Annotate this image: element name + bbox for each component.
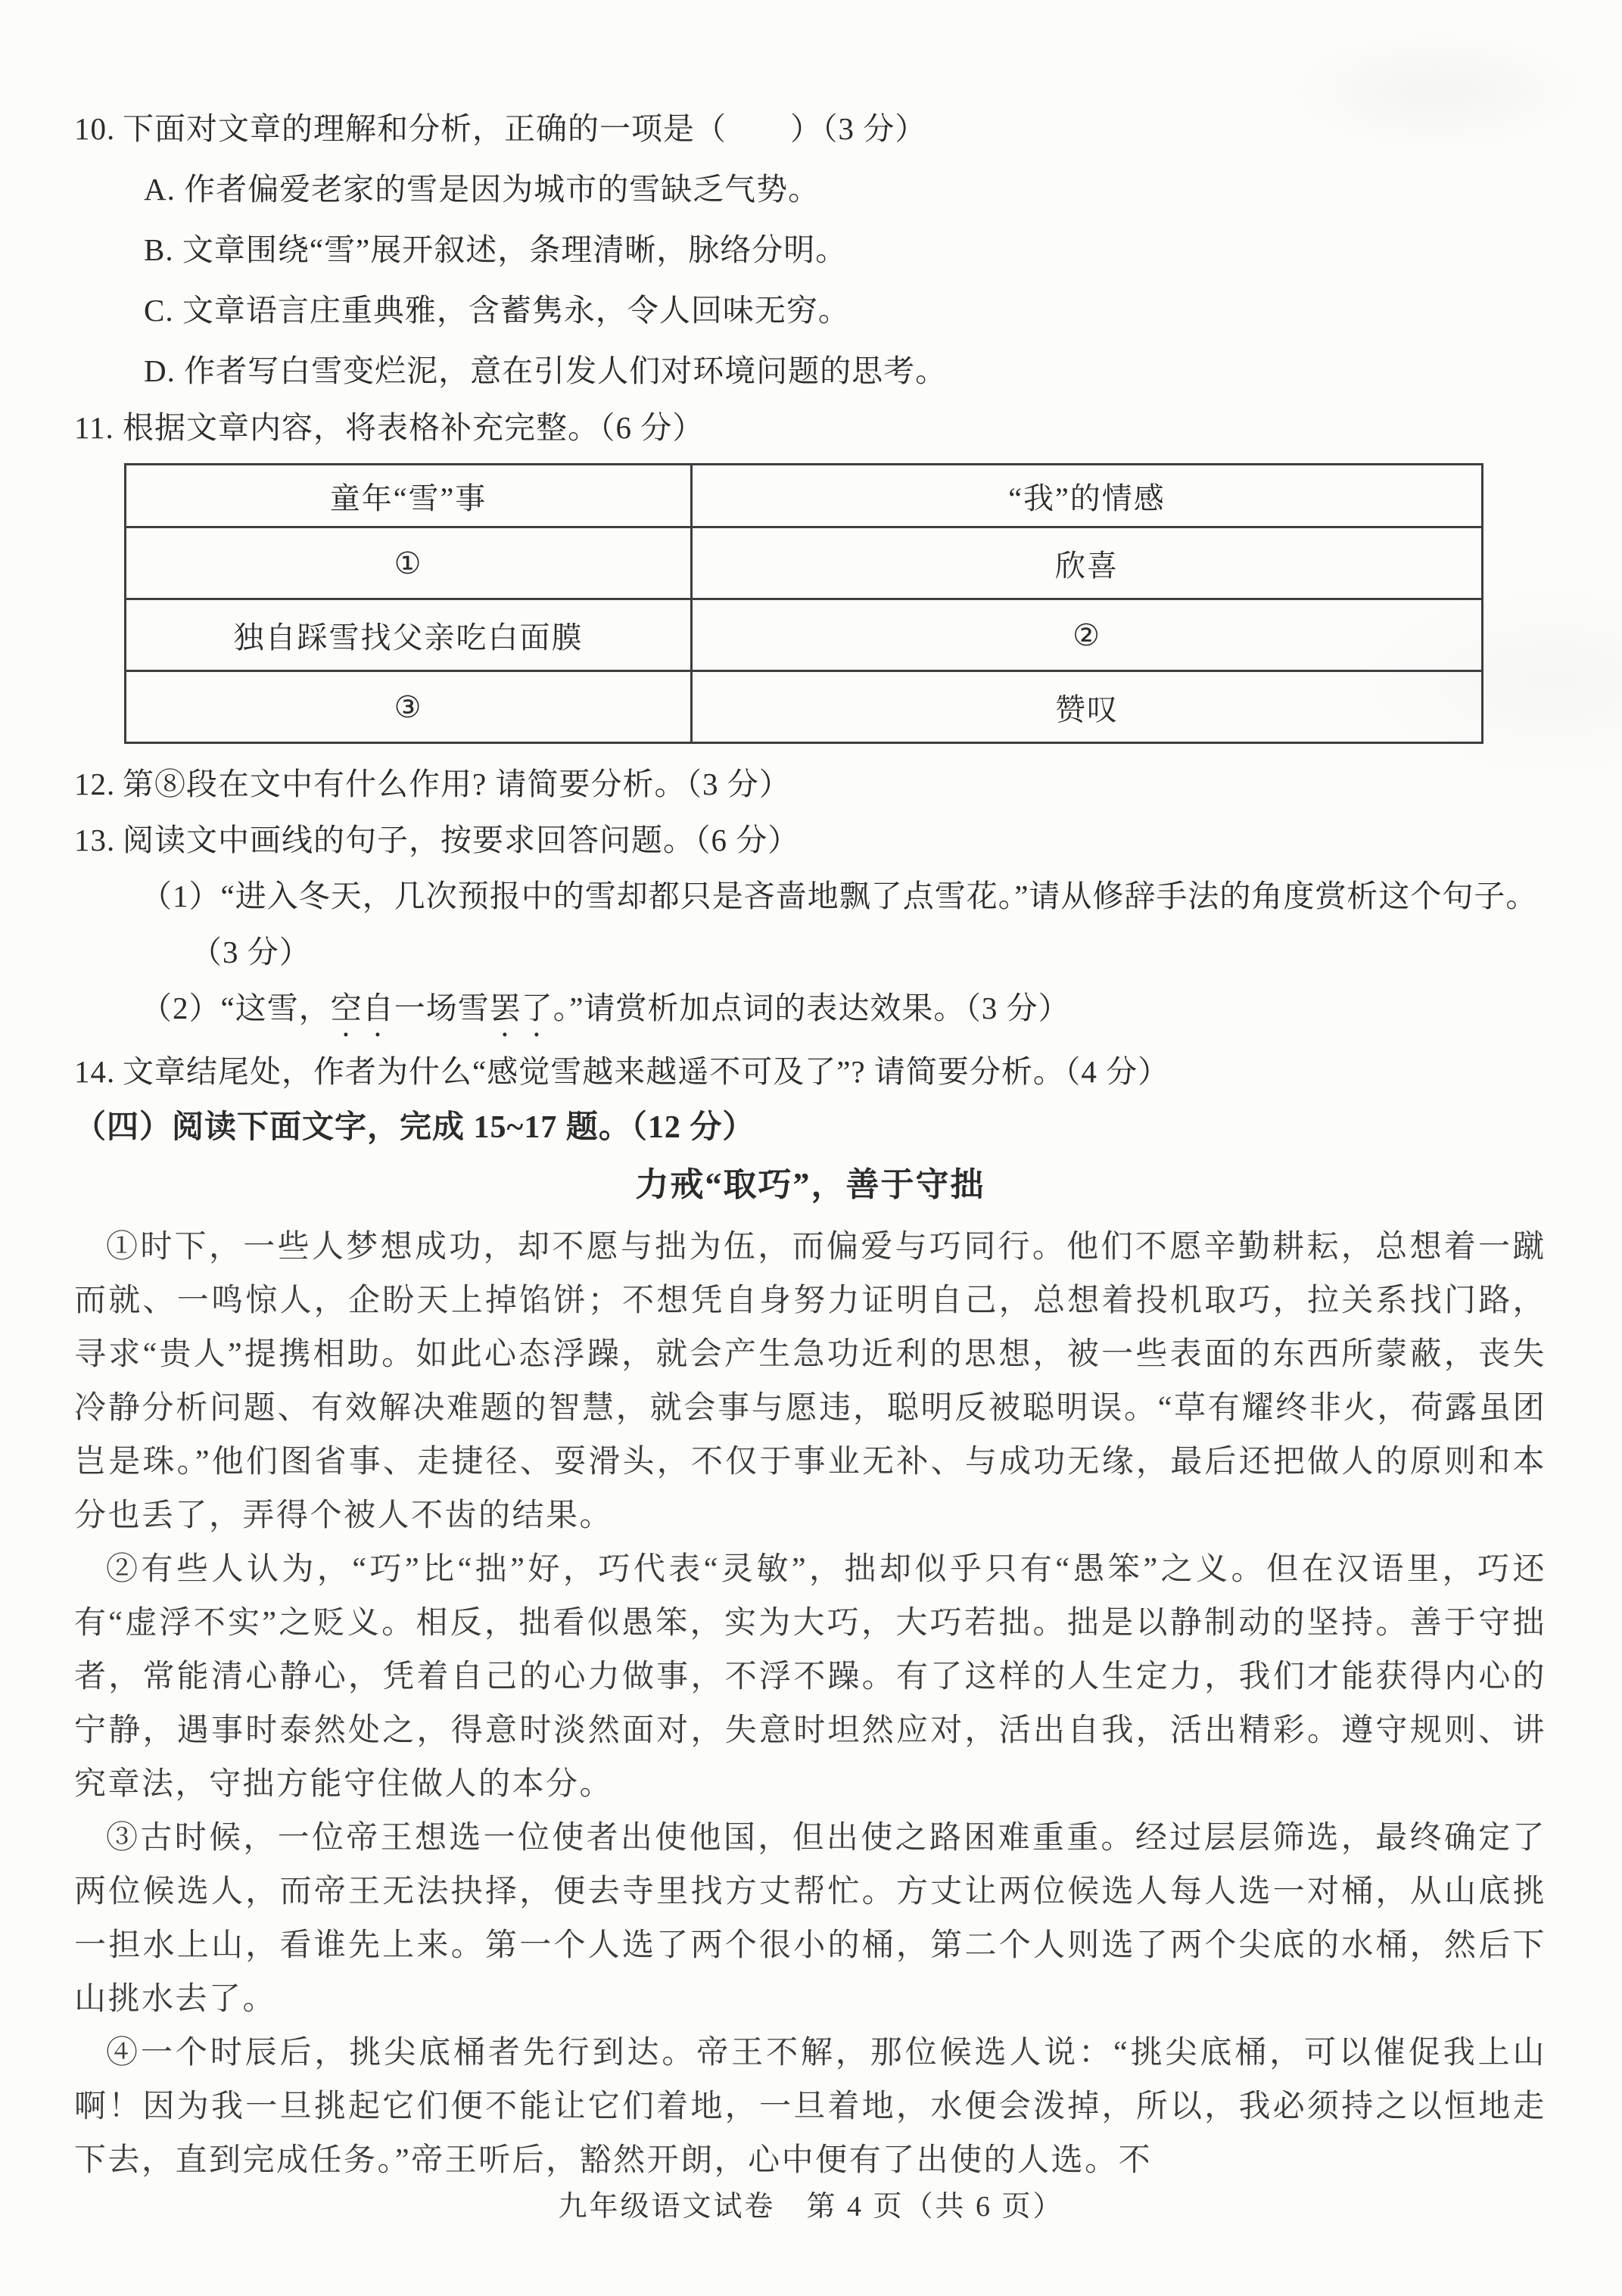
page-footer: 九年级语文试卷 第 4 页（共 6 页） <box>558 2191 1064 2223</box>
q13-sub2-emphasized-word: 罢了 <box>489 991 553 1025</box>
q13-sub2-pre: （2）“这雪， <box>141 991 331 1025</box>
q13-sub2-post: 。”请赏析加点词的表达效果。（3 分） <box>553 991 1070 1025</box>
question-11 <box>74 401 1546 454</box>
question-12 <box>74 756 1546 812</box>
q11-table-cell: ① <box>126 527 692 599</box>
question-10-option-d: D. 作者写白雪变烂泥，意在引发人们对环境问题的思考。 <box>144 353 948 388</box>
q11-table-row <box>126 599 1483 671</box>
q11-table-cell: ③ <box>126 671 692 743</box>
question-13-stem: 阅读文中画线的句子，按要求回答问题。（6 分） <box>123 823 800 857</box>
q11-table-row <box>126 671 1483 743</box>
q11-table-header-cell: “我”的情感 <box>692 465 1483 527</box>
question-13 <box>74 812 1546 868</box>
q11-table-wrap <box>124 463 1546 744</box>
question-11-number: 11. <box>74 410 114 445</box>
question-10-stem: 下面对文章的理解和分析，正确的一项是（ ）（3 分） <box>123 111 927 146</box>
question-11-stem: 根据文章内容，将表格补充完整。（6 分） <box>123 410 705 445</box>
question-10-option-a: A. 作者偏爱老家的雪是因为城市的雪缺乏气势。 <box>144 172 820 207</box>
q11-table-header-row <box>126 465 1483 527</box>
passage-paragraph-2: ②有些人认为，“巧”比“拙”好，巧代表“灵敏”，拙却似乎只有“愚笨”之义。但在汉语里，巧还有“虚浮不实”之贬义。相反，拙看似愚笨，实为大巧，大巧若拙。拙是以静制动的坚持。善于守拙者，常能清心静心，凭着自己的心力做事，不浮不躁。有了这样的人生定力，我们才能获得内心的宁静，遇事时泰然处之，得意时淡然面对，失意时坦然应对，活出自我，活出精彩。遵守规则、讲究章法，守拙方能守住做人的本分。 <box>74 1552 1546 1802</box>
q13-sub2-emphasized-word: 空自 <box>330 991 394 1025</box>
question-14 <box>74 1044 1546 1100</box>
passage-body <box>74 1221 1546 2188</box>
q11-table-cell: ② <box>692 599 1483 671</box>
question-13-number: 13. <box>74 823 116 857</box>
question-10 <box>74 98 1546 159</box>
passage-title: 力戒“取巧”，善于守拙 <box>635 1166 985 1203</box>
q11-table-header-cell: 童年“雪”事 <box>126 465 692 527</box>
passage-paragraph-4: ④一个时辰后，挑尖底桶者先行到达。帝王不解，那位候选人说：“挑尖底桶，可以催促我上山啊！因为我一旦挑起它们便不能让它们着地，一旦着地，水便会泼掉，所以，我必须持之以恒地走下去，直到完成任务。”帝王听后，豁然开朗，心中便有了出使的人选。不 <box>74 2036 1546 2178</box>
question-13-sub2 <box>141 980 1546 1044</box>
passage-paragraph-3: ③古时候，一位帝王想选一位使者出使他国，但出使之路困难重重。经过层层筛选，最终确定了两位候选人，而帝王无法抉择，便去寺里找方丈帮忙。方丈让两位候选人每人选一对桶，从山底挑一担水上山，看谁先上来。第一个人选了两个很小的桶，第二个人则选了两个尖底的水桶，然后下山挑水去了。 <box>74 1821 1546 2017</box>
q11-table-cell: 赞叹 <box>692 671 1483 743</box>
question-10-number: 10. <box>74 111 116 146</box>
section-4-heading: （四）阅读下面文字，完成 15~17 题。（12 分） <box>74 1110 755 1145</box>
question-14-stem: 文章结尾处，作者为什么“感觉雪越来越遥不可及了”? 请简要分析。（4 分） <box>123 1054 1170 1089</box>
question-13-sub1: （1）“进入冬天，几次预报中的雪却都只是吝啬地飘了点雪花。”请从修辞手法的角度赏析这个句子。（3 分） <box>141 879 1538 969</box>
question-10-option-b: B. 文章围绕“雪”展开叙述，条理清晰，脉络分明。 <box>144 232 848 267</box>
q11-table-row <box>126 527 1483 599</box>
q11-table-cell: 欣喜 <box>692 527 1483 599</box>
q11-table-cell: 独自踩雪找父亲吃白面膜 <box>126 599 692 671</box>
q11-table <box>124 463 1483 744</box>
passage-paragraph-1: ①时下，一些人梦想成功，却不愿与拙为伍，而偏爱与巧同行。他们不愿辛勤耕耘，总想着一蹴而就、一鸣惊人，企盼天上掉馅饼；不想凭自身努力证明自己，总想着投机取巧，拉关系找门路，寻求“贵人”提携相助。如此心态浮躁，就会产生急功近利的思想，被一些表面的东西所蒙蔽，丧失冷静分析问题、有效解决难题的智慧，就会事与愿违，聪明反被聪明误。“草有耀终非火，荷露虽团岂是珠。”他们图省事、走捷径、耍滑头，不仅于事业无补、与成功无缘，最后还把做人的原则和本分也丢了，弄得个被人不齿的结果。 <box>74 1230 1546 1533</box>
question-12-stem: 第⑧段在文中有什么作用? 请简要分析。（3 分） <box>123 767 791 801</box>
question-10-option-c: C. 文章语言庄重典雅，含蓄隽永，令人回味无穷。 <box>144 293 850 328</box>
q13-sub2-mid: 一场雪 <box>394 991 490 1025</box>
question-14-number: 14. <box>74 1054 116 1089</box>
question-12-number: 12. <box>74 767 116 801</box>
